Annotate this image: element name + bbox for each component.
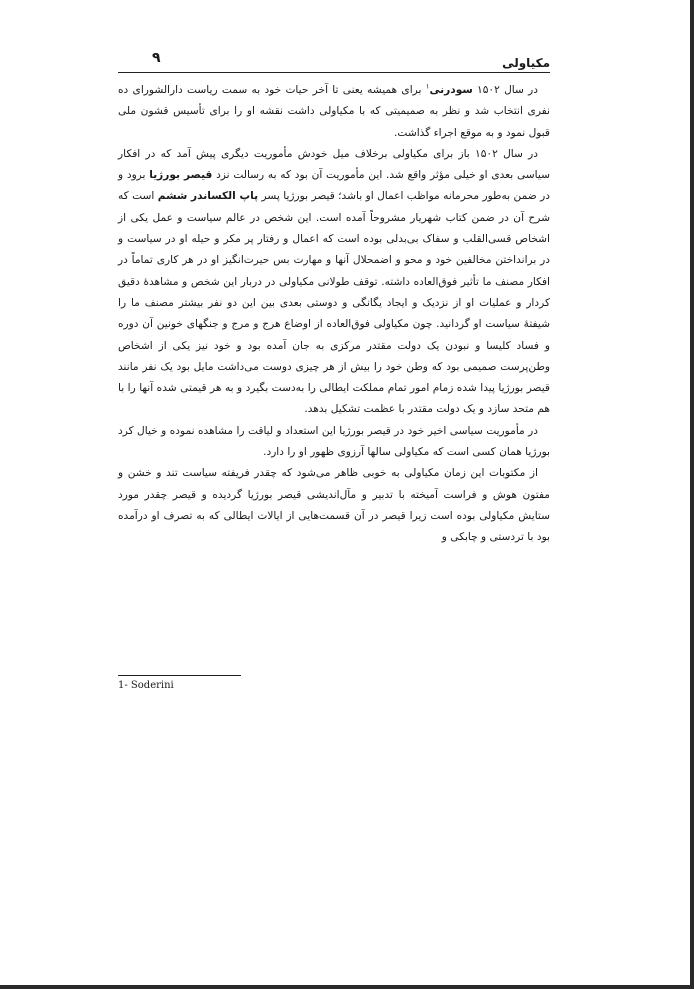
paragraph-2: در سال ۱۵۰۲ باز برای مکیاولی برخلاف میل خودش مأموریت دیگری پیش آمد که در افکار سیاسی بعدی او خیلی مؤثر واقع شد. این مأموریت آن بود که به رسالت نزد قیصر بورژیا برود و در ضمن به‌طور محرمانه مواظب اعمال او باشد؛ قیصر بورژیا پسر پاپ الکساندر ششم است که شرح آن در ضمن کتاب شهریار مشروحاً آمده است. این شخص در عالم سیاست و عمل یکی از اشخاص قسی‌القلب و سفاک بی‌بدلی بوده است که اعمال و رفتار پر مکر و حیله او در سیاست و در برانداختن مخالفین خود و محو و اضمحلال آنها و مهارت بس حیرت‌انگیز او در هر کاری تماماً در افکار مصنف ما تأثیر فوق‌العاده داشته. توقف طولانی مکیاولی در دربار این شخص و مشاهدهٔ دقیق کردار و عملیات او از نزدیک و ایجاد یگانگی و دوستی بعدی بین این دو نفر بیشتر مصنف ما را شیفتهٔ سیاست او گردانید. چون مکیاولی فوق‌العاده از اوضاع هرج و مرج و جنگهای خونین آن دوره و فساد کلیسا و نبودن یک دولت مقتدر مرکزی به جان آمده بود و خود نیز یکی از اشخاص وطن‌پرست صمیمی بود که وطن خود را بیش از هر چیزی دوست می‌داشت مایل بود یک نفر مانند قیصر بورژیا پیدا شده زمام امور تمام مملکت ایطالی را به‌دست بگیرد و به هر قیمتی شده آنها را با هم متحد سازد و یک دولت مقتدر با عظمت تشکیل بدهد. bbox=[118, 147, 550, 416]
bold-name-cesare-borgia: قیصر بورژیا bbox=[149, 169, 213, 182]
page-border-bottom bbox=[0, 985, 694, 989]
page-border-right bbox=[690, 0, 694, 989]
paragraph-3: در مأموریت سیاسی اخیر خود در قیصر بورژیا این استعداد و لیاقت را مشاهده نموده و خیال کرد بورژیا همان کسی است که مکیاولی سالها آرزوی ظهور او را دارد. bbox=[118, 424, 550, 459]
footnote-reference: ۱ bbox=[425, 82, 430, 91]
bold-name-soderini: سودرنی bbox=[429, 84, 473, 96]
page-number: ۹ bbox=[152, 50, 161, 66]
page-header bbox=[118, 46, 550, 73]
paragraph-1: در سال ۱۵۰۲ سودرنی$^۱$ برای همیشه یعنی تا آخر حیات خود به سمت ریاست دارالشورای ده نفری انتخاب شد و نظر به صمیمیتی که با مکیاولی داشت نقشه او را برای تأسیس قشون ملی قبول نمود و به موقع اجراء گذاشت. bbox=[118, 82, 550, 139]
footnote: 1- Soderini bbox=[118, 680, 174, 691]
bold-name-pope-alexander: پاپ الکساندر ششم bbox=[157, 190, 259, 203]
running-title: مکیاولی bbox=[502, 56, 550, 70]
body-text bbox=[118, 80, 550, 549]
footnote-divider bbox=[118, 675, 241, 676]
paragraph-4: از مکتوبات این زمان مکیاولی به خوبی ظاهر می‌شود که چقدر فریفته سیاست تند و خشن و مفتون هوش و فراست آمیخته با تدبیر و مآل‌اندیشی قیصر بورژیا گردیده و قیصر چقدر مورد ستایش مکیاولی بوده است زیرا قیصر در آن قسمت‌هایی از ایالات ایطالی که به تصرف او درآمده بود با تردستی و چابکی و bbox=[118, 467, 550, 544]
